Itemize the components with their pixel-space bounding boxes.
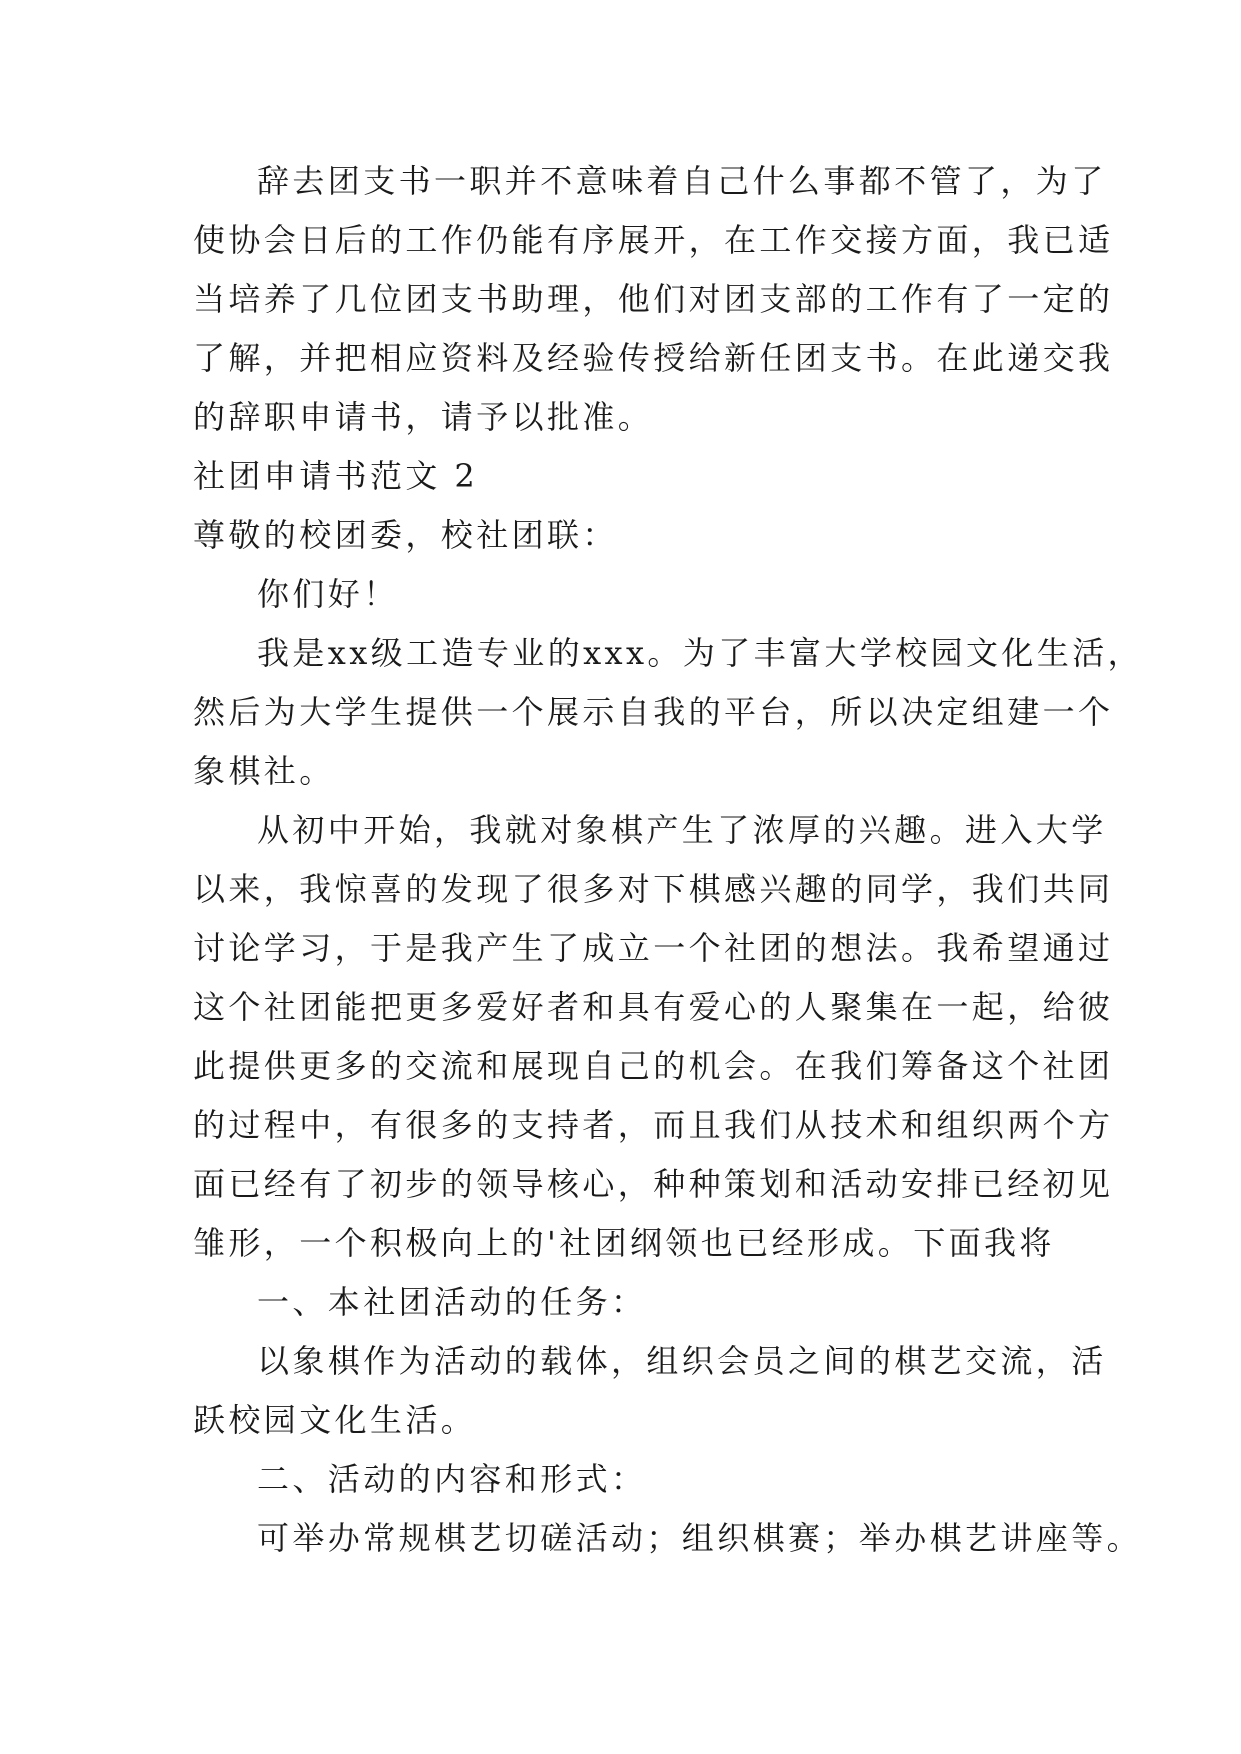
text-line: 可举办常规棋艺切磋活动；组织棋赛；举办棋艺讲座等。 — [257, 1519, 1143, 1557]
text-line: 从初中开始，我就对象棋产生了浓厚的兴趣。进入大学 — [257, 811, 1107, 849]
text-line: 雏形，一个积极向上的'社团纲领也已经形成。下面我将 — [193, 1224, 1055, 1262]
text-line: 这个社团能把更多爱好者和具有爱心的人聚集在一起，给彼 — [193, 988, 1114, 1026]
text-line: 面已经有了初步的领导核心，种种策划和活动安排已经初见 — [193, 1165, 1114, 1203]
text-line: 的过程中，有很多的支持者，而且我们从技术和组织两个方 — [193, 1106, 1114, 1144]
greeting: 你们好！ — [257, 575, 399, 613]
document-body — [193, 152, 1144, 1568]
text-line: 然后为大学生提供一个展示自我的平台，所以决定组建一个 — [193, 693, 1114, 731]
salutation: 尊敬的校团委，校社团联： — [193, 516, 618, 554]
section-heading: 社团申请书范文 2 — [193, 457, 479, 495]
text-line: 此提供更多的交流和展现自己的机会。在我们筹备这个社团 — [193, 1047, 1114, 1085]
text-line: 象棋社。 — [193, 752, 335, 790]
text-line: 讨论学习，于是我产生了成立一个社团的想法。我希望通过 — [193, 929, 1114, 967]
text-line: 辞去团支书一职并不意味着自己什么事都不管了，为了 — [257, 162, 1107, 200]
list-heading: 二、活动的内容和形式： — [257, 1460, 647, 1498]
text-line: 以来，我惊喜的发现了很多对下棋感兴趣的同学，我们共同 — [193, 870, 1114, 908]
text-line: 我是xx级工造专业的xxx。为了丰富大学校园文化生活， — [257, 634, 1144, 672]
text-line: 的辞职申请书，请予以批准。 — [193, 398, 654, 436]
text-line: 跃校园文化生活。 — [193, 1401, 477, 1439]
text-line: 了解，并把相应资料及经验传授给新任团支书。在此递交我 — [193, 339, 1114, 377]
text-line: 以象棋作为活动的载体，组织会员之间的棋艺交流，活 — [257, 1342, 1107, 1380]
list-heading: 一、本社团活动的任务： — [257, 1283, 647, 1321]
text-line: 使协会日后的工作仍能有序展开，在工作交接方面，我已适 — [193, 221, 1114, 259]
text-line: 当培养了几位团支书助理，他们对团支部的工作有了一定的 — [193, 280, 1114, 318]
